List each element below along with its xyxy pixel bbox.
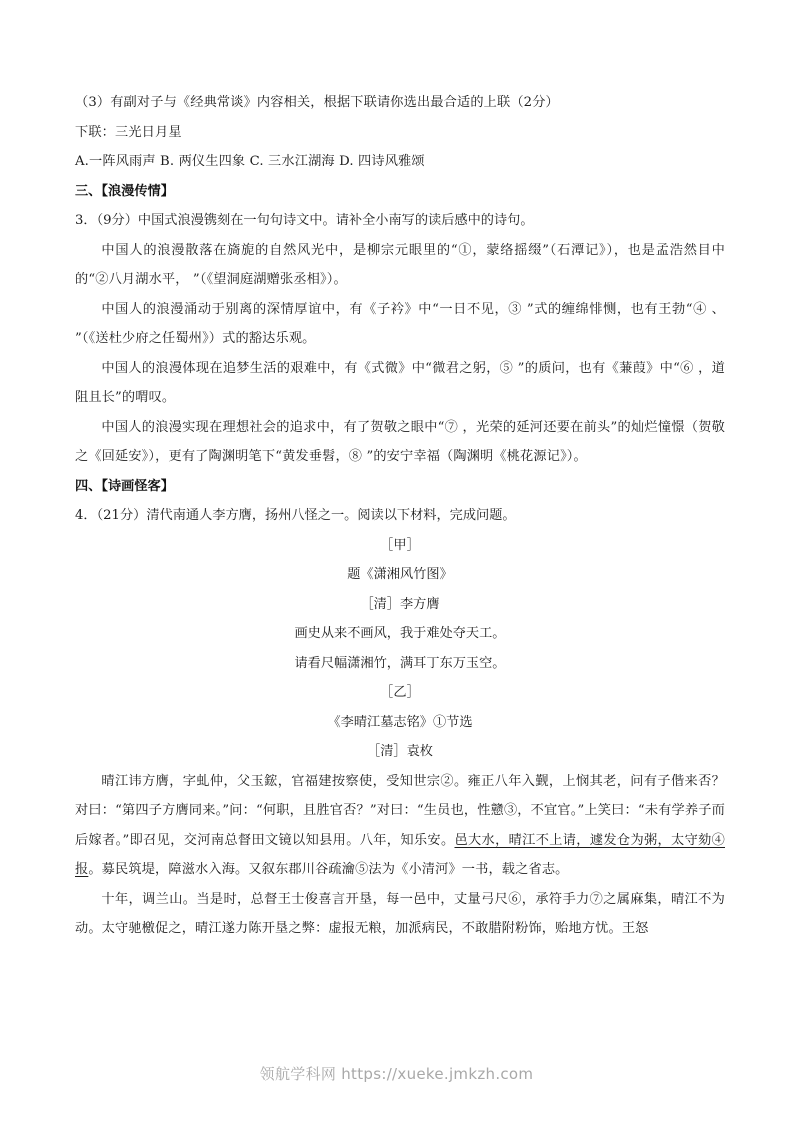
prose-paragraph-2: 十年，调兰山。当是时，总督王士俊喜言开垦，每一邑中，丈量弓尺⑥，承符手力⑦之属麻集，晴江不为动。太守驰檄促之，晴江遂力陈开垦之弊：虚报无粮，加派病民，不敢腊附粉饰，贻地方忧。王怒 [75, 891, 725, 936]
prose-title: 《李晴江墓志铭》①节选 [327, 714, 473, 730]
section-heading-four: 四、【诗画怪客】 [75, 478, 174, 494]
question-2-3-options: A.一阵风雨声 B. 两仪生四象 C. 三水江湖海 D. 四诗风雅颂 [75, 154, 425, 169]
poem-title: 题《潇湘风竹图》 [347, 567, 453, 582]
question-3-stem: 3．（9分）中国式浪漫镌刻在一句句诗文中。请补全小南写的读后感中的诗句。 [75, 213, 534, 228]
material-jia-label: ［甲］ [379, 537, 420, 553]
poem-line-2: 请看尺幅潇湘竹，满耳丁东万玉空。 [294, 655, 506, 671]
question-3-paragraph-4: 中国人的浪漫实现在理想社会的追求中，有了贺敬之眼中“⑦ ，光荣的延河还要在前头”的灿烂憧憬（贺敬之《回延安》），更有了陶渊明笔下“黄发垂髫，⑧ ”的安宁幸福（陶渊明《桃花源记》）。 [75, 419, 725, 464]
question-3-paragraph-2: 中国人的浪漫涌动于别离的深情厚谊中，有《子衿》中“一日不见，③ ”式的缠绵悱恻，也有王勃“④ 、 ”（《送杜少府之任蜀州》）式的豁达乐观。 [75, 301, 725, 346]
prose-paragraph-1-part-a: 晴江讳方膺，字虬仲，父玉鋐，官福建按察使，受知世宗②。雍正八年入觐，上悯其老，问有子偕来否？对曰：“第四子方膺同来。”问：“何职，且胜官否？”对曰：“生员也，性戆③，不宜官。”上笑曰：“未有学养子而后嫁者。”即召见，交河南总督田文镜以知县用。八年，知乐安。 [75, 773, 725, 848]
prose-underlined-clause: 邑大水，晴江不上请，遽发仓为粥，太守劾④报 [75, 832, 725, 877]
prose-paragraph-1-part-b: 。募民筑堤，障滋水入海。又叙东郡川谷疏瀹⑤法为《小清河》一书，载之省志。 [88, 862, 569, 877]
question-4-stem: 4．（21分）清代南通人李方膺，扬州八怪之一。阅读以下材料，完成问题。 [75, 508, 516, 523]
prose-author: ［清］袁枚 [367, 744, 433, 759]
material-yi-label: ［乙］ [379, 685, 420, 700]
document-content [75, 88, 725, 944]
section-heading-three: 三、【浪漫传情】 [75, 183, 174, 199]
prose-paragraph-1 [75, 767, 725, 885]
poem-line-1: 画史从来不画风，我于难处夺天工。 [294, 626, 506, 641]
site-watermark: 领航学科网 https://xueke.jmkzh.com [259, 1065, 534, 1083]
question-3-paragraph-3: 中国人的浪漫体现在追梦生活的艰难中，有《式微》中“微君之躬，⑤ ”的质问，也有《蒹葭》中“⑥ ，道阻且长”的喟叹。 [75, 360, 725, 405]
question-2-3-couplet-lower: 下联：三光日月星 [75, 124, 182, 140]
question-3-paragraph-1: 中国人的浪漫散落在旖旎的自然风光中，是柳宗元眼里的“①，蒙络摇缀”（石潭记》），也是孟浩然目中的“②八月湖水平， ”（《望洞庭湖赠张丞相》）。 [75, 242, 725, 287]
poem-author: ［清］李方膺 [360, 596, 440, 612]
question-2-3-prompt: （3）有副对子与《经典常谈》内容相关，根据下联请你选出最合适的上联（2分） [75, 95, 559, 110]
